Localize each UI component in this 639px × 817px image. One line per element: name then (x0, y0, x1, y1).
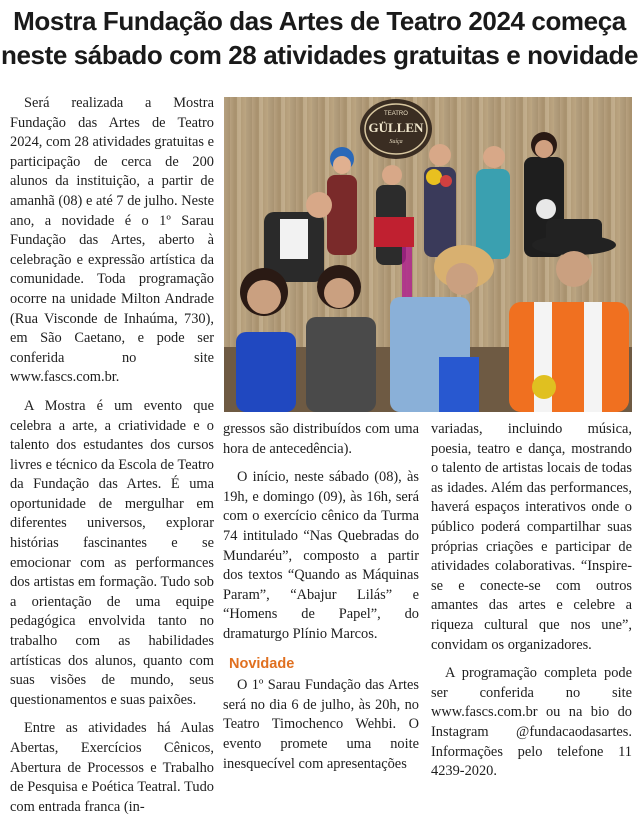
article-photo (224, 97, 632, 412)
paragraph-info: A programação completa pode ser conferida no site www.fascs.com.br ou na bio do Instagram @fundacaodasartes. Informações pelo telefone 11 4239-2020. (431, 665, 632, 780)
sign-title-text: GÜLLEN (368, 120, 424, 135)
paragraph-sarau-continued: variadas, incluindo música, poesia, teatro e dança, mostrando o talento de artistas locais de todas as idades. Além das performances, haverá espaços interativos onde o público poderá compartilhar suas próprias criações e participar de atividades colaborativas. “Inspire-se e conecte-se com outros amantes das artes e celebre a riqueza cultural que nos une”, convidam os organizadores. (431, 421, 632, 653)
article-column-1 (10, 94, 214, 817)
headline (0, 4, 639, 72)
sign-bottom-text: Suíça (389, 139, 403, 145)
article-column-2 (223, 420, 419, 774)
paragraph-activities: Entre as atividades há Aulas Abertas, Exercícios Cênicos, Abertura de Processos e Trabalho de Pesquisa e Poética Teatral. Tudo com entrada franca (in- (10, 720, 214, 815)
headline-line-1: Mostra Fundação das Artes de Teatro 2024 começa (13, 6, 626, 36)
gullen-sign (360, 99, 432, 159)
paragraph-opening: O início, neste sábado (08), às 19h, e domingo (09), às 16h, será com o exercício cênico da Turma 74 intitulado “Nas Quebradas do Mundaréu”, composto a partir dos textos “Quando as Máquinas Param”, “Abajur Lilás” e “Homens de Papel”, do dramaturgo Plínio Marcos. (223, 469, 419, 642)
article-column-3 (431, 420, 632, 782)
paragraph-intro: Será realizada a Mostra Fundação das Artes de Teatro 2024, com 28 atividades gratuitas e participação de cerca de 200 alunos da instituição, a partir de amanhã (08) e até 7 de julho. Neste ano, a novidade é o 1º Sarau Fundação das Artes, aberto à celebração e expressão artística da comunidade. Toda programação ocorre na unidade Milton Andrade (Rua Visconde de Inhaúma, 730), em São Caetano, e pode ser conferida no site www.fascs.com.br. (10, 95, 214, 386)
headline-line-2: neste sábado com 28 atividades gratuitas e novidade (0, 40, 639, 70)
subhead-novidade: Novidade (229, 655, 295, 672)
paragraph-continuation: gressos são distribuídos com uma hora de antecedência). (223, 421, 419, 457)
sign-top-text: TEATRO (384, 111, 408, 117)
paragraph-sarau: O 1º Sarau Fundação das Artes será no dia 6 de julho, às 20h, no Teatro Timochenco Wehbi. O evento promete uma noite inesquecível com apresentações (223, 677, 419, 772)
paragraph-mostra: A Mostra é um evento que celebra a arte, a criatividade e o talento dos estudantes dos cursos livres e técnico da Escola de Teatro da Fundação das Artes. É uma oportunidade de mergulhar em diferentes universos, explorar histórias fascinantes e se emocionar com as performances dos artistas em formação. Tudo sob a orientação de uma equipe pedagógica envolvida tanto no trabalho com as habilidades artísticas dos alunos, quanto com suas visões de mundo, seus questionamentos e suas paixões. (10, 397, 214, 708)
